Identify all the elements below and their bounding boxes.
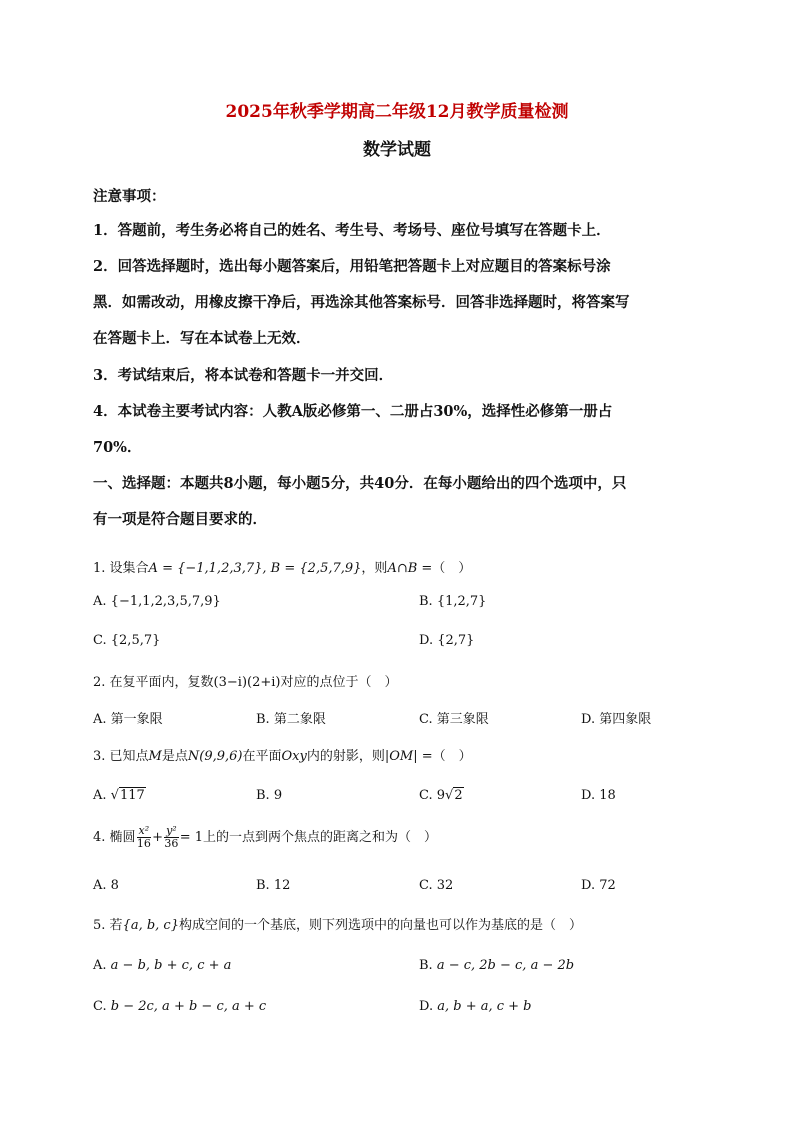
option-root: 2 <box>454 788 463 803</box>
fraction-x <box>137 825 152 850</box>
question-1-paren: （ ） <box>432 561 472 576</box>
question-4-stem <box>93 825 437 850</box>
question-3-plane: Oxy <box>281 749 307 764</box>
question-1-suffix: ，则 <box>361 561 388 576</box>
fraction-denominator: 36 <box>164 837 179 850</box>
option-value: a − c, 2b − c, a − 2b <box>436 958 575 973</box>
option-value: {1,2,7} <box>436 594 487 609</box>
note-item-1: 1．答题前，考生务必将自己的姓名、考生号、考场号、座位号填写在答题卡上． <box>93 222 611 239</box>
question-1-stem <box>93 557 471 576</box>
question-3-option-c[interactable]: C. 9√2 <box>419 788 463 803</box>
question-3-option-d[interactable]: D. 18 <box>581 788 616 803</box>
option-value: b − 2c, a + b − c, a + c <box>110 999 267 1014</box>
note-item-2-line-1: 2．回答选择题时，选出每小题答案后，用铅笔把答题卡上对应题目的答案标号涂 <box>93 258 611 275</box>
question-2-option-b[interactable]: B. 第二象限 <box>256 712 326 727</box>
question-4-option-c[interactable]: C. 32 <box>419 878 454 893</box>
option-value: a, b + a, c + b <box>437 999 532 1014</box>
question-3-option-b[interactable]: B. 9 <box>256 788 283 803</box>
option-value: a − b, b + c, c + a <box>110 958 232 973</box>
option-letter: B. <box>419 594 433 609</box>
question-1-option-c[interactable] <box>93 633 160 648</box>
question-3-point-n: N(9,9,6) <box>187 749 243 764</box>
note-item-2-line-3: 在答题卡上．写在本试卷上无效． <box>93 330 311 347</box>
question-3-prefix: 3. 已知点 <box>93 749 149 764</box>
option-value: {2,7} <box>437 633 475 648</box>
question-3-text-2: 在平面 <box>242 749 282 764</box>
option-value: {2,5,7} <box>110 633 161 648</box>
question-2-stem <box>93 671 398 690</box>
question-1-option-a[interactable] <box>93 594 221 609</box>
question-5-option-d[interactable] <box>419 999 532 1014</box>
question-5-prefix: 5. 若 <box>93 918 123 933</box>
option-letter: C. <box>93 633 107 648</box>
option-value: 117 <box>119 788 145 803</box>
note-item-4-line-2: 70%． <box>93 439 142 456</box>
fraction-numerator: y² <box>166 824 177 837</box>
question-3-stem <box>93 745 472 764</box>
question-1-option-b[interactable] <box>419 594 486 609</box>
question-2-prefix: 2. 在复平面内，复数 <box>93 675 214 690</box>
question-2-option-d[interactable]: D. 第四象限 <box>581 712 652 727</box>
question-3-expression: |OM| = <box>384 749 433 764</box>
option-letter: D. <box>419 633 434 648</box>
question-2-option-c[interactable]: C. 第三象限 <box>419 712 489 727</box>
option-letter: A. <box>93 958 107 973</box>
question-2-suffix: 对应的点位于（ ） <box>280 675 398 690</box>
question-2-option-a[interactable]: A. 第一象限 <box>93 712 163 727</box>
equals-one: = 1 <box>179 830 203 845</box>
question-5-stem <box>93 914 582 933</box>
question-1-option-d[interactable] <box>419 633 474 648</box>
question-4-option-a[interactable]: A. 8 <box>93 878 119 893</box>
question-1-set-a: A = {−1,1,2,3,7} <box>148 561 263 576</box>
question-1-expression: A∩B = <box>387 561 433 576</box>
question-5-expression: {a, b, c} <box>122 918 179 933</box>
question-4-option-d[interactable]: D. 72 <box>581 878 616 893</box>
question-3-text-3: 内的射影，则 <box>306 749 385 764</box>
question-5-option-b[interactable] <box>419 958 574 973</box>
question-1-prefix: 1. 设集合 <box>93 561 149 576</box>
section-1-heading-line-2: 有一项是符合题目要求的． <box>93 511 267 528</box>
note-item-2-line-2: 黑．如需改动，用橡皮擦干净后，再选涂其他答案标号．回答非选择题时，将答案写 <box>93 294 630 311</box>
plus-sign: + <box>152 830 164 845</box>
note-item-3: 3．考试结束后，将本试卷和答题卡一并交回． <box>93 367 394 384</box>
option-letter: A. <box>93 594 107 609</box>
fraction-numerator: x² <box>138 824 150 837</box>
section-1-heading-line-1: 一、选择题：本题共8小题，每小题5分，共40分．在每小题给出的四个选项中，只 <box>93 475 627 492</box>
question-3-text-1: 是点 <box>161 749 188 764</box>
option-letter: D. <box>419 999 434 1014</box>
subject-title: 数学试题 <box>363 140 431 160</box>
option-letter: A. <box>93 788 107 803</box>
option-value: {−1,1,2,3,5,7,9} <box>110 594 221 609</box>
notes-heading: 注意事项： <box>93 188 166 205</box>
question-4-prefix: 4. 椭圆 <box>93 830 136 845</box>
exam-title: 2025年秋季学期高二年级12月教学质量检测 <box>225 102 569 122</box>
question-1-set-b: , B = {2,5,7,9} <box>262 561 362 576</box>
note-item-4-line-1: 4．本试卷主要考试内容：人教A版必修第一、二册占30%，选择性必修第一册占 <box>93 403 613 420</box>
question-4-option-b[interactable]: B. 12 <box>256 878 291 893</box>
option-value: 9 <box>436 788 446 803</box>
question-3-point-m: M <box>148 749 162 764</box>
fraction-denominator: 16 <box>136 837 151 850</box>
question-5-suffix: 构成空间的一个基底，则下列选项中的向量也可以作为基底的是（ ） <box>178 918 582 933</box>
option-letter: C. <box>93 999 107 1014</box>
question-5-option-c[interactable] <box>93 999 266 1014</box>
question-3-paren: （ ） <box>432 749 472 764</box>
question-5-option-a[interactable] <box>93 958 231 973</box>
fraction-y <box>164 825 179 850</box>
option-letter: B. <box>419 958 433 973</box>
question-3-option-a[interactable]: A. √117 <box>93 788 145 803</box>
option-letter: C. <box>419 788 433 803</box>
question-4-suffix: 上的一点到两个焦点的距离之和为（ ） <box>203 830 438 845</box>
question-2-expression: (3−i)(2+i) <box>213 675 281 690</box>
